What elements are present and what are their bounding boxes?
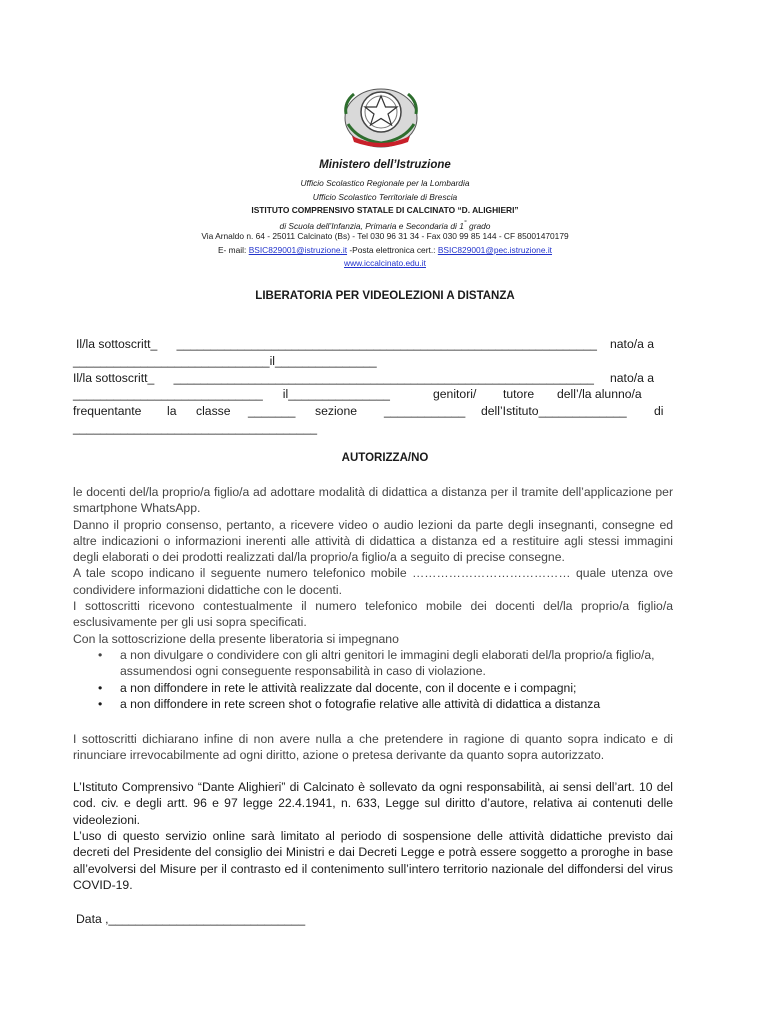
declaration-paragraph: I sottoscritti dichiarano infine di non avere nulla a che pretendere in ragione di quanto sopra indicato e di rinunciare irrevocabilmente ad ogni diritto, azione o pretesa derivante da quanto sopra autorizzato.: [73, 732, 673, 763]
regional-office: Ufficio Scolastico Regionale per la Lombardia: [300, 178, 470, 188]
institute-name: ISTITUTO COMPRENSIVO STATALE DI CALCINATO “D. ALIGHIERI”: [251, 205, 519, 215]
school-levels: di Scuola dell’Infanzia, Primaria e Secondaria di 1° grado: [279, 220, 491, 231]
website-link[interactable]: www.iccalcinato.edu.it: [344, 258, 426, 268]
place-blank-2[interactable]: ____________________________: [73, 387, 263, 401]
website-line: [0, 258, 770, 269]
date-blank[interactable]: _____________________________: [108, 912, 306, 926]
ministry-name: Ministero dell’Istruzione: [319, 159, 451, 171]
date-blank-1[interactable]: _______________: [275, 354, 377, 368]
authorization-body: [73, 484, 673, 647]
form-line-3: Il/la sottoscritt_ ______________________________________________________________: [73, 371, 594, 385]
email-link[interactable]: BSIC829001@istruzione.it: [248, 245, 348, 255]
form-line-2: _____________________________il_______________: [73, 354, 377, 368]
date-line: Data ,_____________________________: [76, 912, 306, 926]
authorize-title: AUTORIZZA/NO: [341, 452, 429, 464]
form-line-6-blank[interactable]: ____________________________________: [73, 421, 318, 435]
bullet-icon: •: [98, 648, 103, 662]
paragraph: A tale scopo indicano il seguente numero telefonico mobile ………………………………… quale utenza ove condividere informazioni didattiche con le docenti.: [73, 566, 673, 597]
form-line-1: Il/la sottoscritt_ ______________________________________________________________: [76, 337, 597, 351]
contact-line: E- mail: BSIC829001@istruzione.it -Posta elettronica cert.: BSIC829001@pec.istruzione.it: [217, 245, 553, 255]
class-blank[interactable]: _______: [248, 404, 296, 418]
attending-label: frequentante: [73, 404, 142, 418]
born-label-1: nato/a a: [610, 337, 655, 351]
name-blank-1[interactable]: ______________________________________________________________: [176, 337, 597, 351]
born-label-2: nato/a a: [610, 371, 655, 385]
institute-blank[interactable]: _____________: [538, 404, 627, 418]
paragraph: Danno il proprio consenso, pertanto, a ricevere video o audio lezioni da parte degli insegnanti, consegne ed altre indicazioni o informazioni inerenti alle attività di didattica a distanza ed a restituire agli stessi immagini degli elaborati o dei prodotti realizzati dal/la proprio/a figlio/a a seguito di precise consegne.: [73, 517, 673, 565]
paragraph: le docenti del/la proprio/a figlio/a ad adottare modalità di didattica a distanza per il tramite dell’applicazione per smartphone WhatsApp.: [73, 485, 673, 516]
di-label: di: [654, 404, 664, 418]
parents-label: genitori/: [433, 387, 477, 401]
class-label: classe: [196, 404, 231, 418]
form-line-4: ____________________________ il_______________: [73, 387, 390, 401]
list-item: • a non diffondere in rete screen shot o fotografie relative alle attività di didattica a distanza: [98, 696, 601, 711]
guardian-label: tutore: [503, 387, 535, 401]
usage-paragraph: L’uso di questo servizio online sarà limitato al periodo di sospensione delle attività didattiche previsto dai decreti del Presidente del consiglio dei Ministri e dai Decreti Legge e potrà essere soggetto a proroghe in base all’evolversi del Misure per il contrasto ed il contenimento sull’intero territorio nazionale del diffondersi del virus COVID-19.: [73, 829, 673, 892]
territorial-office: Ufficio Scolastico Territoriale di Brescia: [312, 192, 458, 202]
liability-paragraph: L’Istituto Comprensivo “Dante Alighieri” di Calcinato è sollevato da ogni responsabilità, ai sensi dell’art. 10 del cod. civ. e degli artt. 96 e 97 legge 22.4.1941, n. 633, Legge sul diritto d’autore, relativa ai contenuti delle videolezioni.: [73, 780, 673, 827]
list-item: • a non divulgare o condividere con gli altri genitori le immagini degli elaborati del/la proprio/a figlio/a, assumendosi ogni conseguente responsabilità in caso di violazione.: [98, 648, 655, 679]
date-blank-2[interactable]: _______________: [288, 387, 390, 401]
paragraph: I sottoscritti ricevono contestualmente il numero telefonico mobile dei docenti del/la proprio/a figlio/a esclusivamente per gli usi sopra specificati.: [73, 599, 673, 630]
la-label: la: [167, 404, 177, 418]
republic-emblem-icon: [338, 84, 424, 150]
bullet-icon: •: [98, 680, 103, 695]
institute-label: dell’Istituto_____________: [481, 404, 627, 418]
student-label: dell’/la alunno/a: [557, 387, 642, 401]
paragraph: Con la sottoscrizione della presente liberatoria si impegnano: [73, 631, 399, 646]
document-title: LIBERATORIA PER VIDEOLEZIONI A DISTANZA: [255, 290, 515, 302]
institute-address: Via Arnaldo n. 64 - 25011 Calcinato (Bs) - Tel 030 96 31 34 - Fax 030 99 85 144 - CF 85001470179: [201, 231, 569, 241]
list-item: • a non diffondere in rete le attività realizzate dal docente, con il docente e i compagni;: [98, 680, 577, 695]
section-blank[interactable]: ____________: [384, 404, 466, 418]
bullet-icon: •: [98, 696, 103, 711]
place-blank-1[interactable]: _____________________________: [73, 354, 270, 368]
section-label: sezione: [315, 404, 358, 418]
commitments-list: [73, 647, 673, 712]
pec-link[interactable]: BSIC829001@pec.istruzione.it: [437, 245, 553, 255]
name-blank-2[interactable]: ______________________________________________________________: [173, 371, 594, 385]
